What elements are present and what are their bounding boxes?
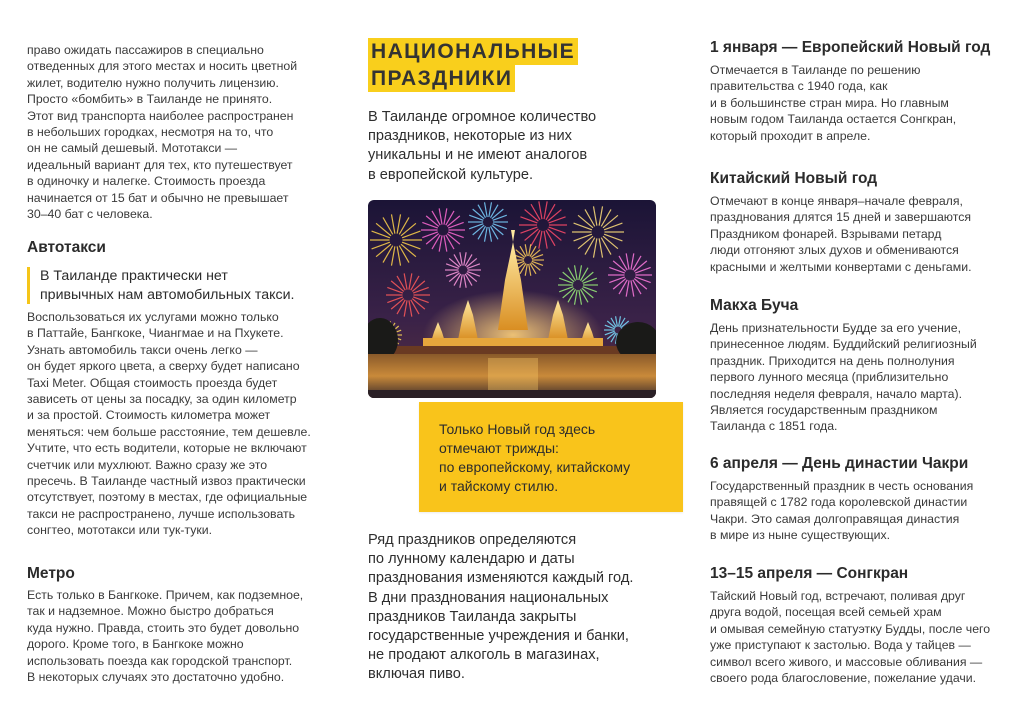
holidays-intro: В Таиланде огромное количество праздников, некоторые из них уникальны и не имеют аналогов в европейской культуре. <box>368 109 597 183</box>
temple-fireworks-photo <box>368 200 656 398</box>
holiday-heading: 13–15 апреля — Сонгкран <box>710 565 909 582</box>
holiday-text: Тайский Новый год, встречают, поливая друг друга водой, посещая всей семьей храм и омывая семейную статуэтку Будды, после чего уже приступают к застолью. Вода у тайцев — символ всего живого, и массовые обливания — своего рода благословение, пожелание удачи. <box>710 589 991 686</box>
holiday-chinese-new-year <box>710 169 972 275</box>
holiday-songkran <box>710 564 990 686</box>
holiday-text: Государственный праздник в честь основания правящей с 1782 года королевской династии Чакри. Это самая долгоправящая династия в мире из ныне существующих. <box>710 479 974 543</box>
metro-text: Есть только в Бангкоке. Причем, как подземное, так и надземное. Можно быстро добраться куда нужно. Правда, стоить это будет довольно дорого. Кроме того, в Бангкоке можно использовать поезда как городской транспорт. В некоторых случаях это достаточно удобно. <box>27 588 304 685</box>
holiday-heading: 6 апреля — День династии Чакри <box>710 455 969 472</box>
holiday-text: День признательности Будде за его учение, принесенное людям. Буддийский религиозный праздник. Приходится на день полнолуния первого лунного месяца (приблизительно последняя неделя февраля, начало марта). Является государственным праздником Таиланда с 1851 года. <box>710 321 977 434</box>
holiday-heading: 1 января — Европейский Новый год <box>710 39 991 56</box>
holiday-european-new-year <box>710 38 990 144</box>
page-title <box>368 38 578 92</box>
title-line-2: ПРАЗДНИКИ <box>368 65 515 92</box>
holiday-text: Отмечается в Таиланде по решению правительства с 1940 года, как и в большинстве стран мира. Но главным новым годом Таиланда остается Сонгкран, который проходит в апреле. <box>710 63 957 143</box>
holiday-makha-bucha <box>710 296 977 435</box>
autotaxi-heading: Автотакси <box>27 239 106 256</box>
holidays-outro: Ряд праздников определяются по лунному календарю и даты празднования изменяются каждый год. В дни празднования национальных праздников Таиланда закрыты государственные учреждения и банки, не продают алкоголь в магазинах, включая пиво. <box>368 532 634 683</box>
metro-heading: Метро <box>27 565 75 582</box>
callout-text: Только Новый год здесь отмечают трижды: по европейскому, китайскому и тайскому стилю. <box>439 421 631 494</box>
autotaxi-text: Воспользоваться их услугами можно только в Паттайе, Бангкоке, Чиангмае и на Пхукете. Узнать автомобиль такси очень легко — он будет яркого цвета, а сверху будет написано Taxi Meter. Общая стоимость проезда будет зависеть от цены за посадку, за один километр и за простой. Стоимость километра может меняться: чем больше расстояние, тем дешевле. Учтите, что есть водители, которые не включают счетчик или мухлюют. Важно сразу же это пресечь. В Таиланде частный извоз практически отсутствует, поэтому в местах, где официальные такси не распространено, лучше использовать сонгтео, мототакси или тук-туки. <box>27 310 311 538</box>
callout-box <box>419 402 683 512</box>
holiday-heading: Макха Буча <box>710 297 799 314</box>
holiday-heading: Китайский Новый год <box>710 170 878 187</box>
holiday-chakri-day <box>710 454 973 544</box>
holiday-text: Отмечают в конце января–начале февраля, празднования длятся 15 дней и завершаются Праздником фонарей. Взрывами петард люди отгоняют злых духов и обмениваются красными и желтыми конвертами с деньгами. <box>710 194 972 274</box>
motorbike-taxi-text: право ожидать пассажиров в специально отведенных для этого местах и носить цветной жилет, водителю нужно получить лицензию. Просто «бомбить» в Таиланде не принято. Этот вид транспорта наиболее распространен в небольших городках, несмотря на то, что он не самый дешевый. Мототакси — идеальный вариант для тех, кто путешествует в одиночку и налегке. Стоимость проезда начинается от 15 бат и обычно не превышает 30–40 бат с человека. <box>27 43 298 222</box>
title-line-1: НАЦИОНАЛЬНЫЕ <box>368 38 578 65</box>
autotaxi-quote: В Таиланде практически нет привычных нам автомобильных такси. <box>27 267 294 304</box>
